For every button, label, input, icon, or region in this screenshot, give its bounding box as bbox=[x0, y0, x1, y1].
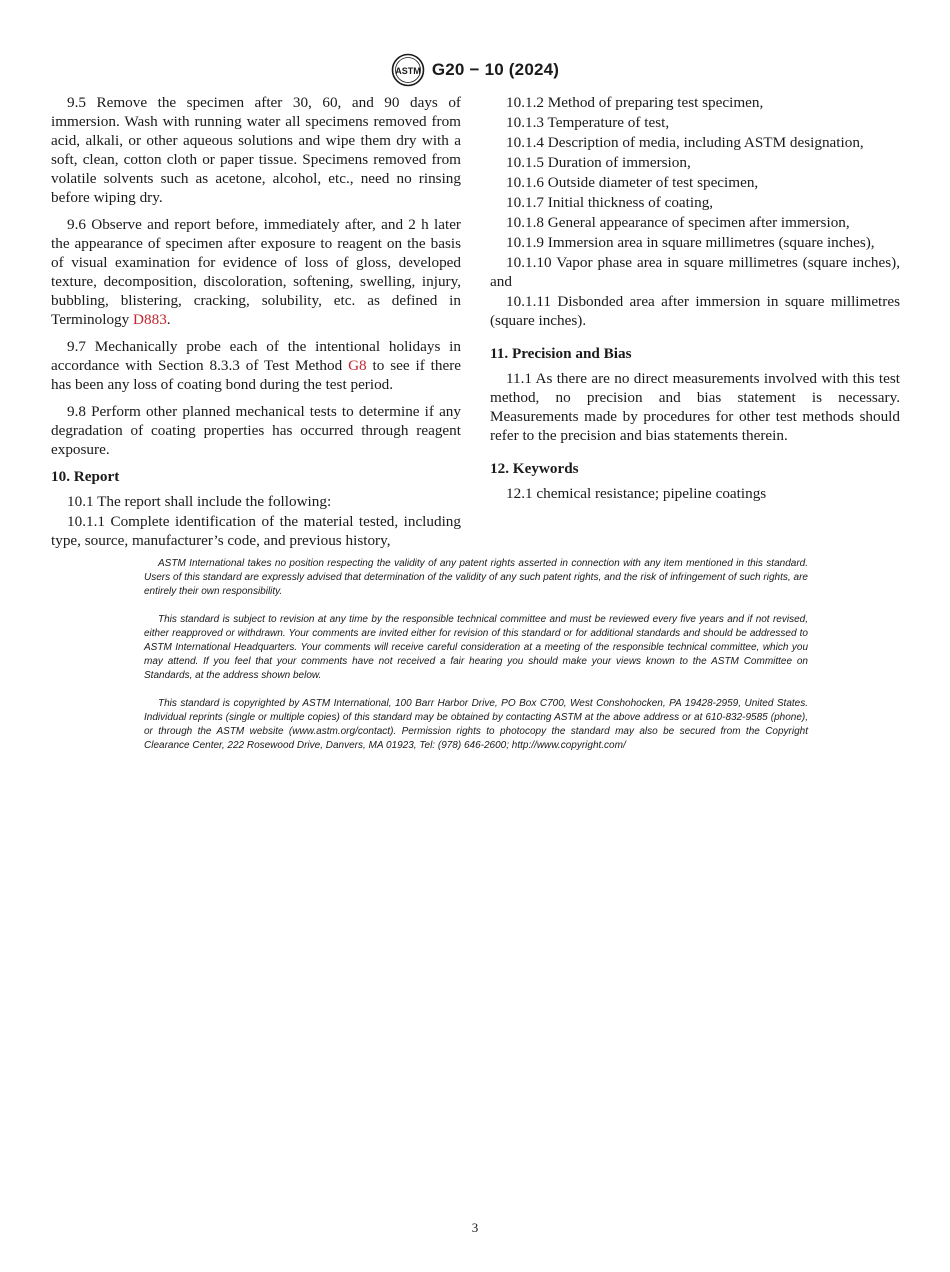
report-item: 10.1.10 Vapor phase area in square millimetres (square inches), and bbox=[490, 254, 900, 290]
report-item: 10.1.2 Method of preparing test specimen, bbox=[506, 94, 764, 111]
page-number: 3 bbox=[471, 1220, 479, 1235]
paragraph-12-1: 12.1 chemical resistance; pipeline coatings bbox=[506, 485, 767, 502]
report-item: 10.1.6 Outside diameter of test specimen, bbox=[506, 174, 759, 191]
revision-notice: This standard is subject to revision at any time by the responsible technical committee and must be reviewed every five years and if not revised, either reapproved or withdrawn. Your comments are invited either for revision of this standard or for additional standards and should be addressed to ASTM International Headquarters. Your comments will receive careful consideration at a meeting of the responsible technical committee, which you may attend. If you feel that your comments have not received a fair hearing you should make your views known to the ASTM Committee on Standards, at the address shown below. bbox=[144, 614, 808, 681]
patent-notice: ASTM International takes no position respecting the validity of any patent rights asserted in connection with any item mentioned in this standard. Users of this standard are expressly advised that determination of the validity of any such patent rights, and the risk of infringement of such rights, are entirely their own responsibility. bbox=[144, 558, 808, 597]
report-item: 10.1.4 Description of media, including ASTM designation, bbox=[506, 134, 864, 151]
logo-text: ASTM bbox=[395, 66, 421, 76]
section-heading-report: 10. Report bbox=[51, 468, 120, 485]
section-heading-precision-and-bias: 11. Precision and Bias bbox=[490, 345, 632, 362]
paragraph-10-1: 10.1 The report shall include the following: bbox=[67, 493, 332, 510]
paragraph-9-7-end: to see if there has been any loss of coating bond during the test period. bbox=[51, 357, 461, 393]
report-item: 10.1.7 Initial thickness of coating, bbox=[506, 194, 714, 211]
page-header bbox=[0, 53, 950, 92]
d883-link[interactable]: D883 bbox=[133, 311, 167, 328]
left-column bbox=[51, 93, 461, 551]
copyright-notice: This standard is copyrighted by ASTM International, 100 Barr Harbor Drive, PO Box C700, West Conshohocken, PA 19428-2959, United States. Individual reprints (single or multiple copies) of this standard may be obtained by contacting ASTM at the above address or at 610-832-9585 (phone), or through the ASTM website (www.astm.org/contact). Permission rights to photocopy the standard may also be secured from the Copyright Clearance Center, 222 Rosewood Drive, Danvers, MA 01923, Tel: (978) 646-2600; http://www.copyright.com/ bbox=[144, 698, 808, 751]
paragraph-11-1: 11.1 As there are no direct measurements involved with this test method, no precision and bias statement is necessary. Measurements made by procedures for other test methods should refer to the precision and bias statements therein. bbox=[490, 370, 900, 444]
astm-logo-icon bbox=[391, 53, 425, 87]
paragraph-9-8: 9.8 Perform other planned mechanical tests to determine if any degradation of coating properties has occurred through reagent exposure. bbox=[51, 403, 461, 458]
paragraph-9-6 bbox=[51, 215, 461, 329]
paragraph-9-7-text: 9.7 Mechanically probe each of the intentional holidays in accordance with Section 8.3.3 of Test Method bbox=[51, 338, 461, 374]
paragraph-9-6-end: . bbox=[166, 311, 171, 328]
paragraph-10-1-1: 10.1.1 Complete identification of the material tested, including type, source, manufacturer’s code, and previous history, bbox=[51, 513, 461, 549]
g8-link[interactable]: G8 bbox=[348, 357, 367, 374]
report-item: 10.1.11 Disbonded area after immersion in square millimetres (square inches). bbox=[490, 293, 900, 329]
paragraph-9-6-text: 9.6 Observe and report before, immediately after, and 2 h later the appearance of specimen after exposure to reagent on the basis of visual examination for evidence of loss of gloss, developed texture, decomposition, discoloration, softening, swelling, injury, bubbling, blistering, cracking, solubility, etc. as defined in Terminology bbox=[51, 216, 461, 328]
legal-notices bbox=[144, 557, 808, 767]
document-designation: G20 − 10 (2024) bbox=[431, 60, 560, 79]
paragraph-9-5: 9.5 Remove the specimen after 30, 60, and 90 days of immersion. Wash with running water all specimens removed from acid, alkali, or other aqueous solutions and wipe them dry with a soft, clean, cotton cloth or paper tissue. Specimens removed from volatile solvents such as acetone, alcohol, etc., need no rinsing before wiping dry. bbox=[51, 94, 461, 206]
section-heading-keywords: 12. Keywords bbox=[490, 460, 579, 477]
right-column bbox=[490, 93, 900, 504]
report-item: 10.1.3 Temperature of test, bbox=[506, 114, 670, 131]
paragraph-9-7 bbox=[51, 337, 461, 394]
report-item: 10.1.9 Immersion area in square millimetres (square inches), bbox=[506, 234, 875, 251]
report-item: 10.1.8 General appearance of specimen after immersion, bbox=[506, 214, 850, 231]
report-item: 10.1.5 Duration of immersion, bbox=[506, 154, 691, 171]
